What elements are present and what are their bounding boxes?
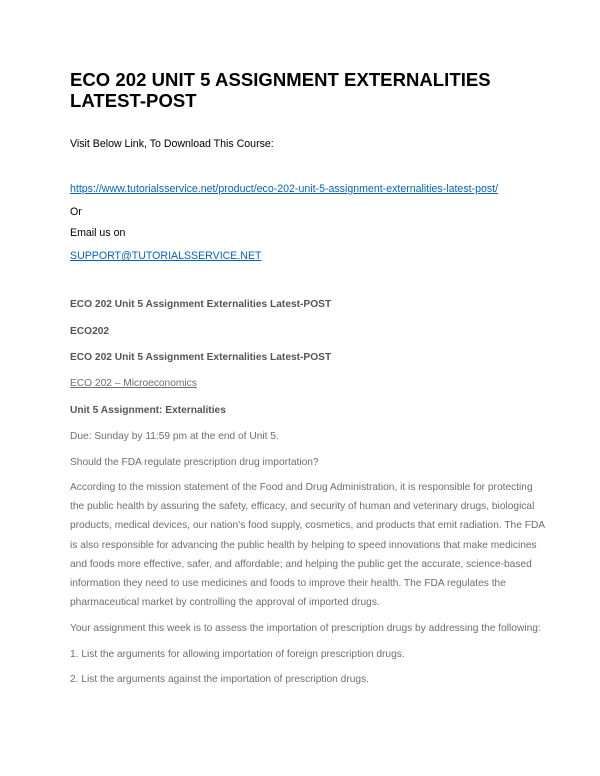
visit-text: Visit Below Link, To Download This Course: (70, 138, 274, 150)
assignment-intro: Your assignment this week is to assess the importation of prescription drugs by addressing the following: (70, 623, 541, 634)
due-text: Due: Sunday by 11:59 pm at the end of Unit 5. (70, 431, 279, 442)
paragraph-line: is also responsible for advancing the public health by helping to speed innovations that make medicines (70, 539, 537, 551)
heading-1: ECO 202 Unit 5 Assignment Externalities Latest-POST (70, 299, 332, 310)
paragraph-line: and foods more effective, safer, and affordable; and helping the public get the accurate, science-based (70, 558, 532, 570)
paragraph-line: the public health by assuring the safety, efficacy, and security of human and veterinary drugs, biological (70, 501, 535, 513)
paragraph-line: information they need to use medicines and foods to improve their health. The FDA regulates the (70, 577, 506, 589)
list-item-1: 1. List the arguments for allowing importation of foreign prescription drugs. (70, 649, 405, 660)
mission-paragraph (70, 478, 550, 612)
document-title: ECO 202 UNIT 5 ASSIGNMENT EXTERNALITIES LATEST-POST (70, 69, 491, 111)
email-text: Email us on (70, 227, 126, 239)
assignment-heading: Unit 5 Assignment: Externalities (70, 405, 226, 416)
or-text: Or (70, 206, 82, 218)
paragraph-line: pharmaceutical market by controlling the approval of imported drugs. (70, 597, 380, 609)
course-url-link[interactable]: https://www.tutorialsservice.net/product/eco-202-unit-5-assignment-externalities-latest-post/ (70, 183, 499, 195)
heading-2: ECO 202 Unit 5 Assignment Externalities Latest-POST (70, 352, 332, 363)
paragraph-line: products, medical devices, our nation’s food supply, cosmetics, and products that emit radiation. The FDA (70, 520, 546, 532)
paragraph-line: According to the mission statement of the Food and Drug Administration, it is responsible for protecting (70, 482, 533, 493)
course-code: ECO202 (70, 326, 110, 337)
course-link[interactable]: ECO 202 – Microeconomics (70, 378, 197, 389)
support-email-link[interactable]: SUPPORT@TUTORIALSSERVICE.NET (70, 250, 262, 262)
list-item-2: 2. List the arguments against the importation of prescription drugs. (70, 674, 369, 685)
question-text: Should the FDA regulate prescription drug importation? (70, 457, 319, 468)
